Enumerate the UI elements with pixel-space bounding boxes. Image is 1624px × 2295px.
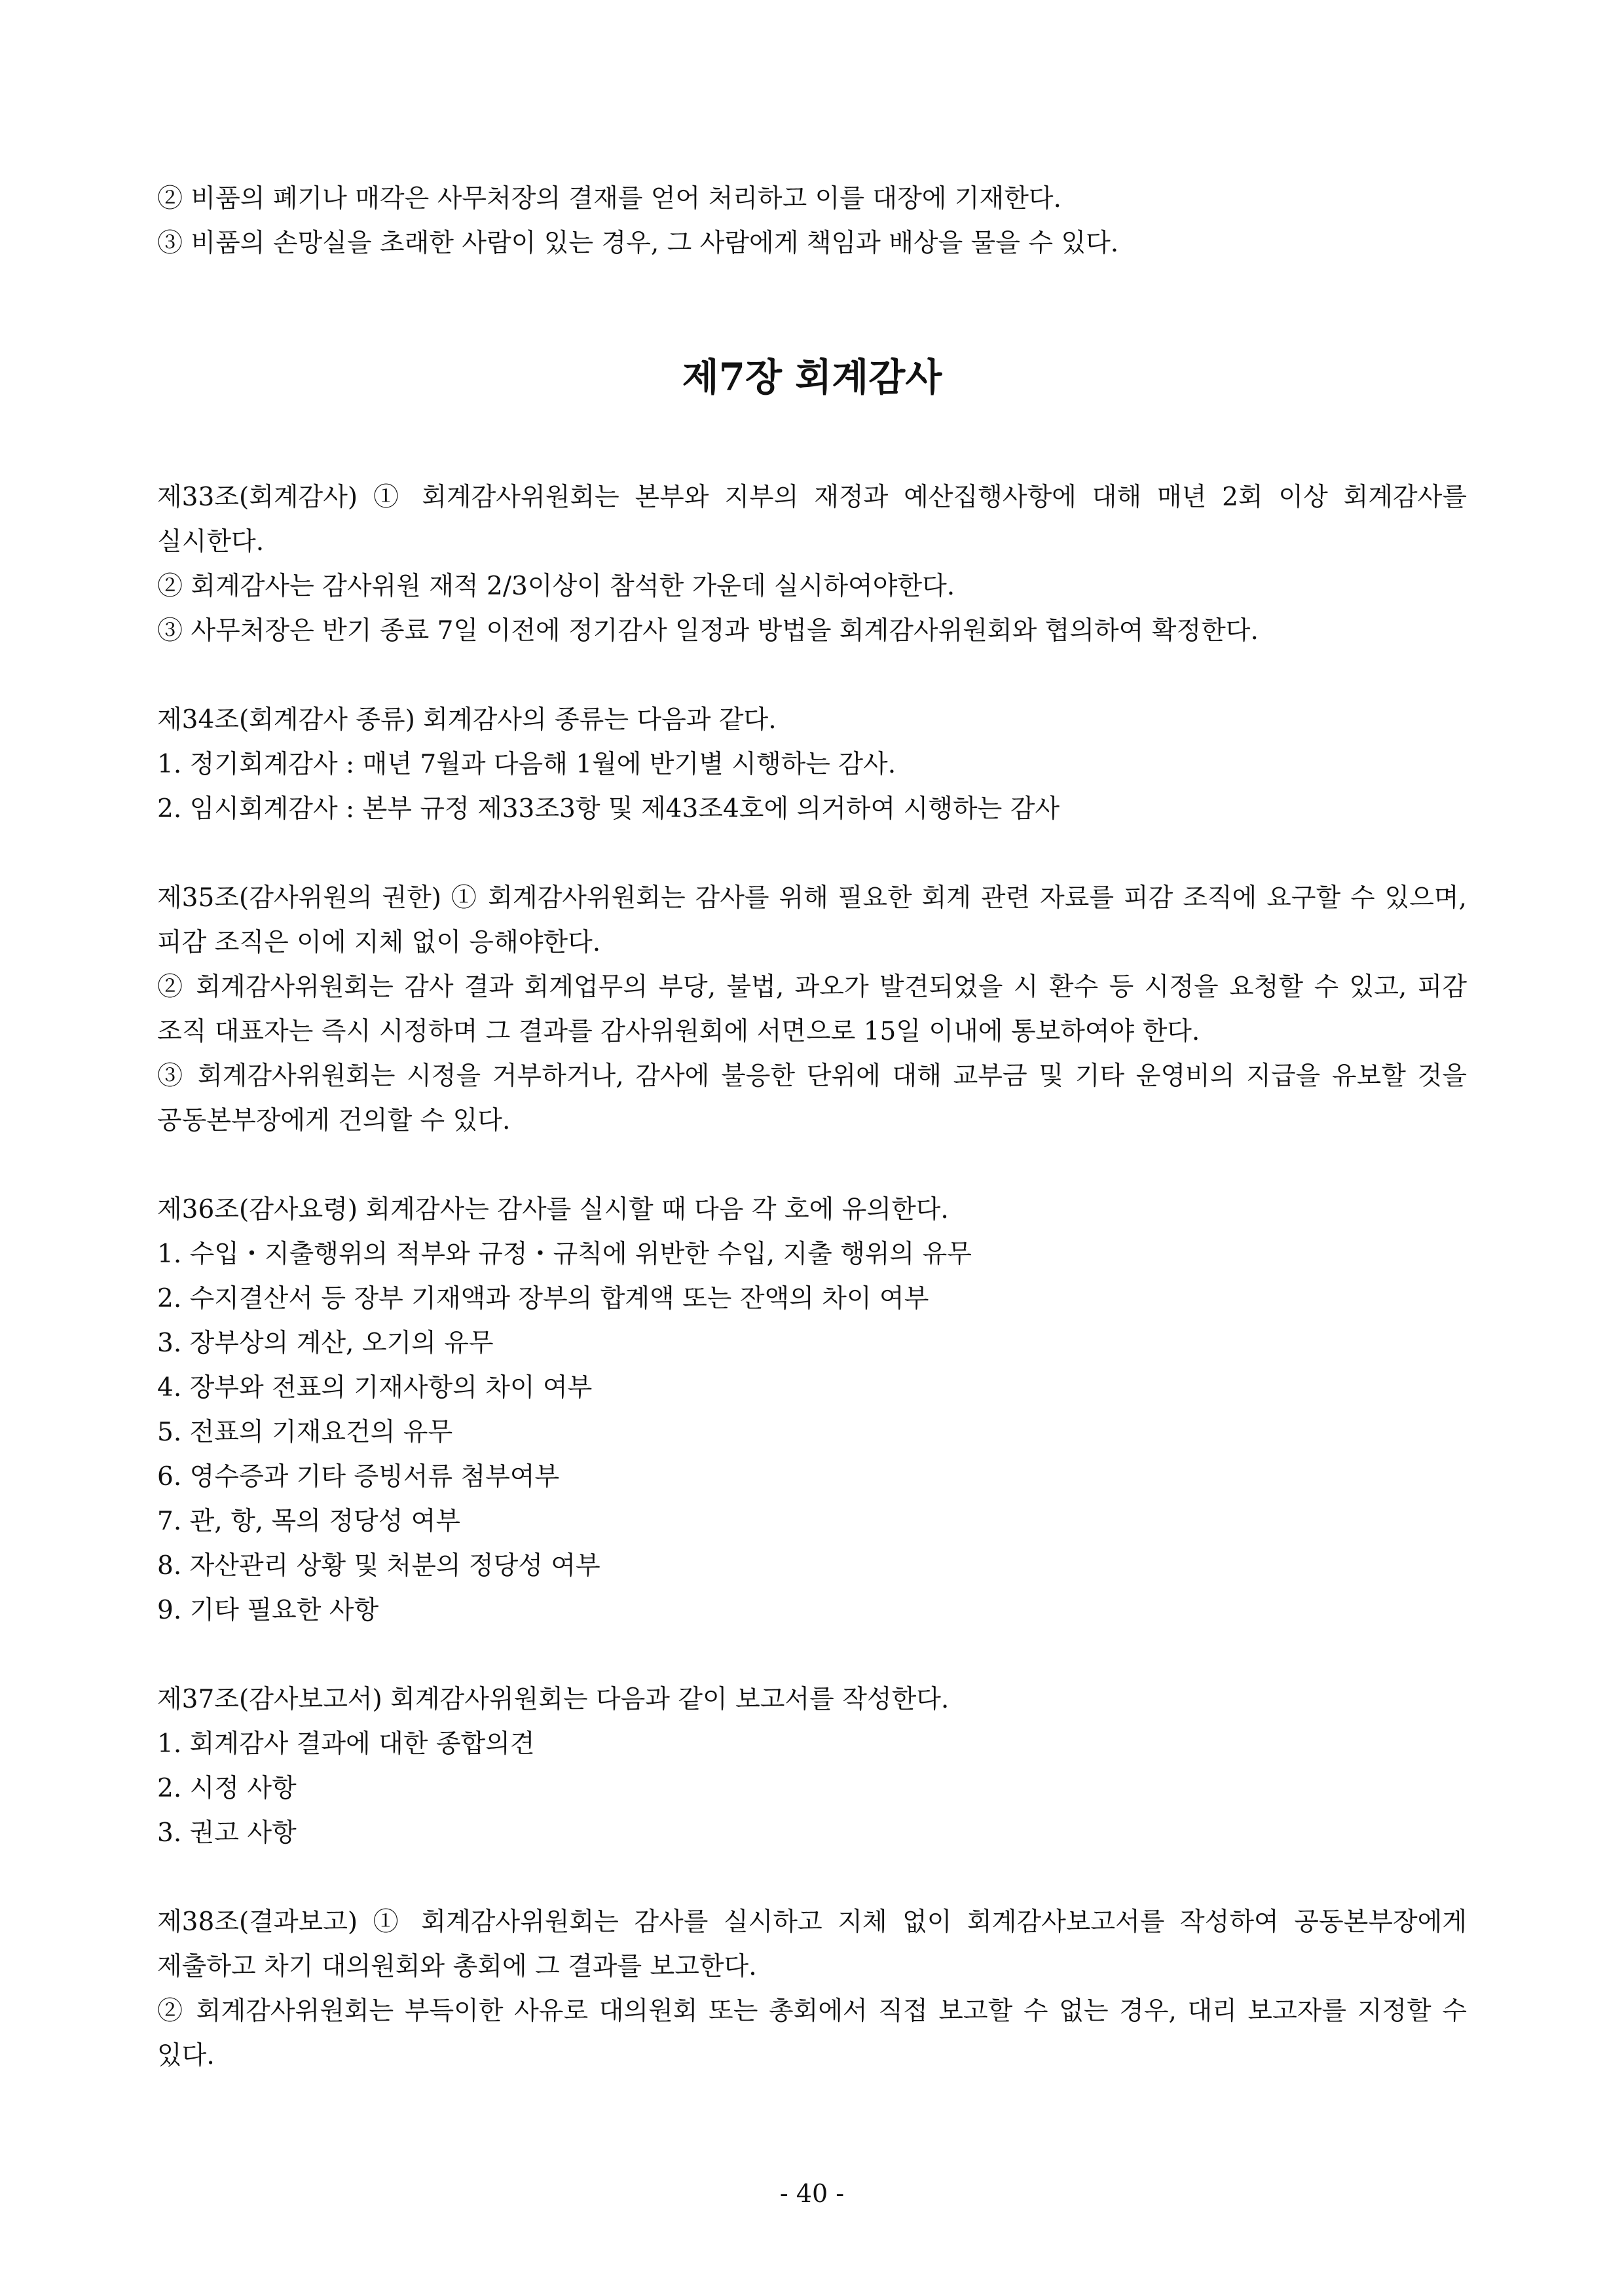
article-33 — [157, 475, 1467, 653]
list-item: 1. 정기회계감사 : 매년 7월과 다음해 1월에 반기별 시행하는 감사. — [157, 750, 896, 779]
article-34-heading: 제34조(회계감사 종류) 회계감사의 종류는 다음과 같다. — [157, 705, 777, 735]
article-38 — [157, 1900, 1467, 2078]
list-item: 7. 관, 항, 목의 정당성 여부 — [157, 1507, 461, 1536]
page-number: - 40 - — [779, 2179, 845, 2208]
article-35-clause-2: ② 회계감사위원회는 감사 결과 회계업무의 부당, 불법, 과오가 발견되었을 시 환수 등 시정을 요청할 수 있고, 피감 조직 대표자는 즉시 시정하며 그 결과를 감사위원회에 서면으로 15일 이내에 통보하여야 한다. — [157, 972, 1467, 1046]
article-37-heading: 제37조(감사보고서) 회계감사위원회는 다음과 같이 보고서를 작성한다. — [157, 1685, 950, 1714]
list-item: 1. 회계감사 결과에 대한 종합의견 — [157, 1729, 535, 1759]
article-36-heading: 제36조(감사요령) 회계감사는 감사를 실시할 때 다음 각 호에 유의한다. — [157, 1195, 949, 1224]
list-item: 8. 자산관리 상황 및 처분의 정당성 여부 — [157, 1551, 600, 1581]
list-item: 1. 수입・지출행위의 적부와 규정・규칙에 위반한 수입, 지출 행위의 유무 — [157, 1239, 972, 1269]
article-33-clause-3: ③ 사무처장은 반기 종료 7일 이전에 정기감사 일정과 방법을 회계감사위원회와 협의하여 확정한다. — [157, 616, 1259, 646]
list-item: 5. 전표의 기재요건의 유무 — [157, 1418, 453, 1447]
list-item: 2. 임시회계감사 : 본부 규정 제33조3항 및 제43조4호에 의거하여 시행하는 감사 — [157, 794, 1060, 824]
list-item: 9. 기타 필요한 사항 — [157, 1596, 379, 1625]
paragraph-disposal: ② 비품의 폐기나 매각은 사무처장의 결재를 얻어 처리하고 이를 대장에 기재한다. — [157, 184, 1061, 213]
document-body — [157, 177, 1467, 2078]
article-35 — [157, 876, 1467, 1143]
article-36 — [157, 1188, 1467, 1633]
paragraph-liability: ③ 비품의 손망실을 초래한 사람이 있는 경우, 그 사람에게 책임과 배상을 물을 수 있다. — [157, 229, 1119, 258]
article-35-clause-1: 제35조(감사위원의 권한) ① 회계감사위원회는 감사를 위해 필요한 회계 관련 자료를 피감 조직에 요구할 수 있으며, 피감 조직은 이에 지체 없이 응해야한다. — [157, 883, 1467, 957]
list-item: 4. 장부와 전표의 기재사항의 차이 여부 — [157, 1373, 593, 1403]
article-38-clause-2: ② 회계감사위원회는 부득이한 사유로 대의원회 또는 총회에서 직접 보고할 수 없는 경우, 대리 보고자를 지정할 수 있다. — [157, 1996, 1467, 2070]
article-33-clause-2: ② 회계감사는 감사위원 재적 2/3이상이 참석한 가운데 실시하여야한다. — [157, 572, 955, 601]
list-item: 2. 수지결산서 등 장부 기재액과 장부의 합계액 또는 잔액의 차이 여부 — [157, 1284, 929, 1313]
list-item: 6. 영수증과 기타 증빙서류 첨부여부 — [157, 1462, 560, 1492]
chapter-title: 제7장 회계감사 — [682, 355, 942, 399]
article-37 — [157, 1678, 1467, 1856]
list-item: 3. 권고 사항 — [157, 1818, 297, 1848]
list-item: 2. 시정 사항 — [157, 1774, 297, 1803]
article-34 — [157, 698, 1467, 832]
article-33-clause-1: 제33조(회계감사) ① 회계감사위원회는 본부와 지부의 재정과 예산집행사항에 대해 매년 2회 이상 회계감사를 실시한다. — [157, 483, 1467, 557]
article-35-clause-3: ③ 회계감사위원회는 시정을 거부하거나, 감사에 불응한 단위에 대해 교부금 및 기타 운영비의 지급을 유보할 것을 공동본부장에게 건의할 수 있다. — [157, 1061, 1467, 1135]
list-item: 3. 장부상의 계산, 오기의 유무 — [157, 1329, 494, 1358]
article-38-clause-1: 제38조(결과보고) ① 회계감사위원회는 감사를 실시하고 지체 없이 회계감사보고서를 작성하여 공동본부장에게 제출하고 차기 대의원회와 총회에 그 결과를 보고한다. — [157, 1907, 1467, 1981]
